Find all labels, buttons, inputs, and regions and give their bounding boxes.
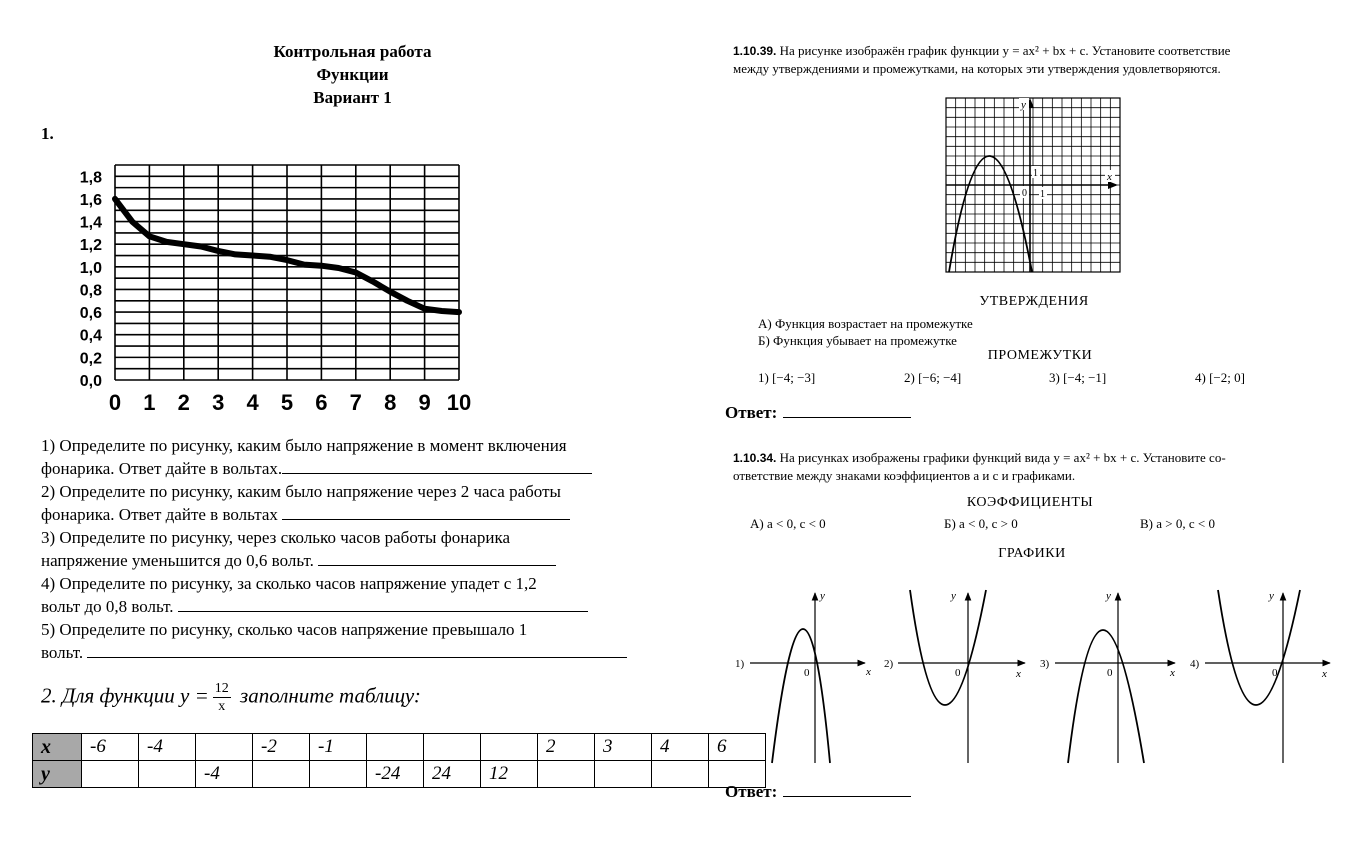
table-cell[interactable]: 2 xyxy=(538,734,595,761)
x-tick-label: 9 xyxy=(418,390,431,415)
y-axis-label: y xyxy=(951,590,956,602)
table-cell[interactable] xyxy=(652,761,709,788)
y-tick-label: 1,4 xyxy=(79,214,102,232)
table-cell[interactable]: -4 xyxy=(196,761,253,788)
answer-field[interactable] xyxy=(783,782,911,797)
graph-1 xyxy=(735,590,871,763)
coef-c: В) a > 0, c < 0 xyxy=(1140,516,1215,531)
title-line: Контрольная работа xyxy=(273,42,432,61)
worksheet-title xyxy=(200,40,505,109)
table-cell[interactable]: -6 xyxy=(82,734,139,761)
intervals-title: ПРОМЕЖУТКИ xyxy=(987,348,1093,363)
x-tick-label: 4 xyxy=(246,390,259,415)
function-table xyxy=(32,733,766,788)
graph-1-label: 1) xyxy=(735,658,745,670)
voltage-chart xyxy=(70,158,490,420)
y-tick-label: 0,6 xyxy=(79,305,102,323)
answer-field[interactable] xyxy=(783,403,911,418)
table-cell[interactable] xyxy=(253,761,310,788)
statement-b: Б) Функция убывает на промежутке xyxy=(758,333,957,348)
table-cell[interactable]: -4 xyxy=(139,734,196,761)
table-row-x xyxy=(33,734,766,761)
origin-label: 0 xyxy=(1272,667,1278,679)
y-axis-label: y xyxy=(1269,590,1274,602)
origin-label: 0 xyxy=(804,667,810,679)
task2-heading xyxy=(41,680,421,715)
graph-2 xyxy=(884,590,1025,763)
table-cell[interactable] xyxy=(538,761,595,788)
y-axis-label: y xyxy=(1106,590,1111,602)
statements-list xyxy=(758,315,973,349)
y-tick-label: 0,0 xyxy=(79,373,102,390)
coefficients-title: КОЭФФИЦИЕНТЫ xyxy=(966,495,1094,510)
answer-line-4[interactable] xyxy=(178,595,588,612)
answer-line-1[interactable] xyxy=(282,457,592,474)
problem-1039-line2: между утверждениями и промежутками, на которых эти утверждения удовлетворяются. xyxy=(733,61,1221,76)
graph-4 xyxy=(1190,590,1330,763)
parabola-curve xyxy=(1218,590,1300,705)
y-axis-label: y xyxy=(1021,99,1026,111)
question-1-line1: 1) Определите по рисунку, каким было напряжение в момент включения xyxy=(41,436,567,455)
question-4-line2: вольт до 0,8 вольт. xyxy=(41,597,174,616)
x-axis-label: x xyxy=(1016,668,1021,680)
table-cell[interactable]: 6 xyxy=(709,734,766,761)
x-axis-label: x xyxy=(1170,667,1175,679)
table-cell[interactable]: -2 xyxy=(253,734,310,761)
problem-1034-text xyxy=(733,449,1343,484)
graphs-title: ГРАФИКИ xyxy=(998,546,1066,561)
x-axis-label: x xyxy=(1322,668,1327,680)
question-5-line1: 5) Определите по рисунку, сколько часов напряжение превышало 1 xyxy=(41,620,528,639)
statement-a: А) Функция возрастает на промежутке xyxy=(758,316,973,331)
origin-label: 0 xyxy=(1107,667,1113,679)
y-tick-label: 0,4 xyxy=(79,327,102,345)
coef-b: Б) a < 0, c > 0 xyxy=(944,516,1018,531)
question-4-line1: 4) Определите по рисунку, за сколько часов напряжение упадет с 1,2 xyxy=(41,574,537,593)
parabola-curve xyxy=(1068,630,1144,763)
table-cell[interactable] xyxy=(310,761,367,788)
x-axis-label: x xyxy=(1107,171,1112,183)
x-tick-label: 5 xyxy=(280,390,294,415)
question-5 xyxy=(41,618,681,664)
problem-1039-text xyxy=(733,42,1343,77)
x-tick-label: 2 xyxy=(177,390,190,415)
x-tick-label: 7 xyxy=(349,390,362,415)
fraction-numerator: 12 xyxy=(214,681,229,696)
answer-line-5[interactable] xyxy=(87,641,627,658)
graph-4-label: 4) xyxy=(1190,658,1200,670)
x-tick-label: 0 xyxy=(108,390,122,415)
table-cell[interactable] xyxy=(196,734,253,761)
table-cell[interactable]: 12 xyxy=(481,761,538,788)
x-tick-label: 10 xyxy=(446,390,472,415)
interval-3: 3) [−4; −1] xyxy=(1049,370,1107,385)
interval-4: 4) [−2; 0] xyxy=(1195,370,1245,385)
graph-2-label: 2) xyxy=(884,658,894,670)
graph-3 xyxy=(1040,590,1175,763)
x-tick-label: 6 xyxy=(315,390,328,415)
question-2-line1: 2) Определите по рисунку, каким было напряжение через 2 часа работы xyxy=(41,482,561,501)
row-label-y: y xyxy=(33,761,82,788)
x-axis-label: x xyxy=(866,666,871,678)
parabola-curve xyxy=(910,590,986,705)
answer-label: Ответ: xyxy=(725,782,778,801)
problem-1034-number: 1.10.34. xyxy=(733,451,777,465)
question-4 xyxy=(41,572,681,618)
origin-label: 0 xyxy=(1022,188,1027,199)
table-cell[interactable] xyxy=(82,761,139,788)
task2-suffix: заполните таблицу: xyxy=(240,683,421,708)
answer-1039 xyxy=(725,403,911,423)
interval-2: 2) [−6; −4] xyxy=(904,370,962,385)
table-cell[interactable]: 24 xyxy=(424,761,481,788)
problem-1039-line1: На рисунке изображён график функции y = ax² + bx + c. Установите соответствие xyxy=(779,43,1231,58)
x-tick-label: 3 xyxy=(212,390,225,415)
x-tick-label: 8 xyxy=(384,390,397,415)
problem-1034-line2: ответствие между знаками коэффициентов a и c и графиками. xyxy=(733,468,1076,483)
problem-1034-line1: На рисунках изображены графики функций вида y = ax² + bx + c. Установите со- xyxy=(779,450,1226,465)
table-cell[interactable] xyxy=(139,761,196,788)
table-cell[interactable] xyxy=(424,734,481,761)
answer-1034 xyxy=(725,782,911,802)
y-unit-label: 1 xyxy=(1033,168,1038,179)
question-3 xyxy=(41,526,681,572)
graph-3-label: 3) xyxy=(1040,658,1050,670)
table-cell[interactable]: -24 xyxy=(367,761,424,788)
task1-number: 1. xyxy=(41,124,54,143)
fraction-denominator: x xyxy=(218,699,226,714)
y-tick-label: 1,8 xyxy=(79,169,102,187)
parabola-grid-graph xyxy=(944,96,1122,274)
y-tick-label: 1,2 xyxy=(79,237,102,255)
question-2 xyxy=(41,480,681,526)
y-tick-label: 0,8 xyxy=(79,282,102,300)
parabola-curve xyxy=(772,629,830,763)
row-label-x: x xyxy=(33,734,82,761)
table-cell[interactable]: 4 xyxy=(652,734,709,761)
subject-line: Функции xyxy=(316,65,389,84)
y-tick-label: 1,0 xyxy=(79,259,102,277)
question-1-line2: фонарика. Ответ дайте в вольтах. xyxy=(41,459,283,478)
question-1 xyxy=(41,434,681,480)
table-cell[interactable] xyxy=(481,734,538,761)
task2-prefix: 2. Для функции y = xyxy=(41,683,209,708)
table-cell[interactable]: -1 xyxy=(310,734,367,761)
question-2-line2: фонарика. Ответ дайте в вольтах xyxy=(41,505,278,524)
table-cell[interactable] xyxy=(595,761,652,788)
task1-questions xyxy=(41,434,681,664)
x-tick-label: 1 xyxy=(143,390,156,415)
question-3-line1: 3) Определите по рисунку, через сколько часов работы фонарика xyxy=(41,528,510,547)
coef-a: А) a < 0, c < 0 xyxy=(750,516,826,531)
fraction xyxy=(213,680,231,715)
question-5-line2: вольт. xyxy=(41,643,84,662)
problem-1039-number: 1.10.39. xyxy=(733,44,777,58)
variant-line: Вариант 1 xyxy=(313,88,392,107)
answer-line-2[interactable] xyxy=(282,503,570,520)
table-cell[interactable] xyxy=(367,734,424,761)
table-cell[interactable]: 3 xyxy=(595,734,652,761)
question-3-line2: напряжение уменьшится до 0,6 вольт. xyxy=(41,551,314,570)
y-tick-label: 1,6 xyxy=(79,191,102,209)
answer-line-3[interactable] xyxy=(318,549,556,566)
y-tick-label: 0,2 xyxy=(79,350,102,368)
graphs-panel xyxy=(730,585,1340,775)
answer-label: Ответ: xyxy=(725,403,778,422)
y-axis-label: y xyxy=(820,590,825,602)
x-unit-label: 1 xyxy=(1040,189,1045,200)
origin-label: 0 xyxy=(955,667,961,679)
statements-title: УТВЕРЖДЕНИЯ xyxy=(979,294,1089,309)
interval-1: 1) [−4; −3] xyxy=(758,370,816,385)
table-row-y xyxy=(33,761,766,788)
